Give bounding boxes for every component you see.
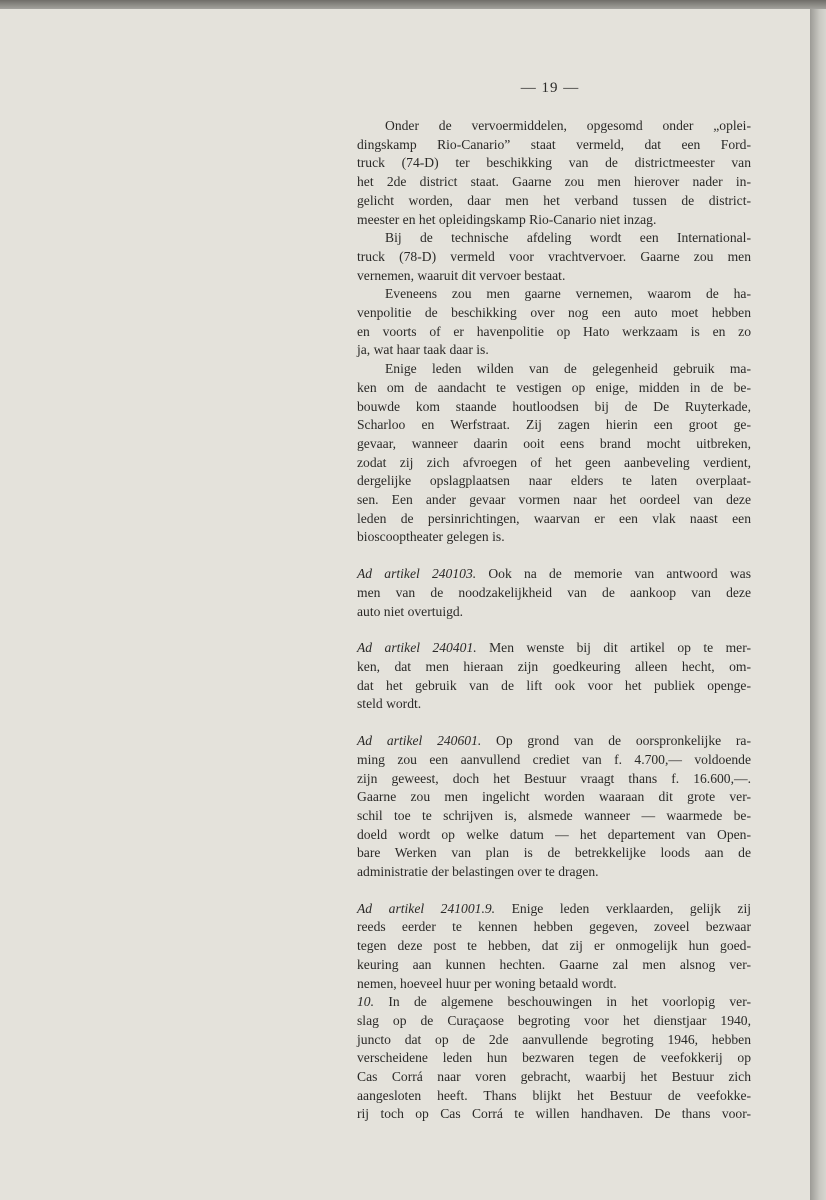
paragraph bbox=[357, 360, 751, 547]
text-line: bare Werken van plan is de betrekkelijke loods aan de bbox=[357, 845, 751, 861]
article-reference: Ad artikel 240103. bbox=[357, 566, 477, 582]
text-line: schil toe te schrijven is, alsmede wanneer — waarmede be- bbox=[357, 807, 751, 823]
paragraph bbox=[357, 117, 751, 229]
text-line: leden de persinrichtingen, waarvan er een vlak naast een bbox=[357, 510, 751, 526]
paragraph-gap bbox=[357, 621, 751, 639]
paragraph bbox=[357, 639, 751, 714]
paragraph-gap bbox=[357, 714, 751, 732]
paragraph bbox=[357, 229, 751, 285]
text-line: meester en het opleidingskamp Rio-Canario niet inzag. bbox=[357, 211, 657, 227]
text-line: dergelijke opslagplaatsen naar elders te laten overplaat- bbox=[357, 473, 751, 489]
paragraph bbox=[357, 565, 751, 621]
text-line: en voorts of er havenpolitie op Hato werkzaam is en zo bbox=[357, 323, 751, 339]
text-line: zodat zij zich afvroegen of het geen aanbeveling verdient, bbox=[357, 454, 751, 470]
paragraph bbox=[357, 732, 751, 882]
text-line: Eveneens zou men gaarne vernemen, waarom de ha- bbox=[385, 286, 751, 302]
text-line: tegen deze post te hebben, dat zij er onmogelijk hun goed- bbox=[357, 938, 751, 954]
text-line: bioscooptheater gelegen is. bbox=[357, 529, 505, 545]
text-line: verscheidene leden hun bezwaren tegen de veefokkerij op bbox=[357, 1050, 751, 1066]
text-line: zijn geweest, doch het Bestuur vraagt thans f. 16.600,—. bbox=[357, 770, 751, 786]
paragraph-gap bbox=[357, 882, 751, 900]
text-line: dingskamp Rio-Canario” staat vermeld, dat een Ford- bbox=[357, 136, 751, 152]
text-line: ja, wat haar taak daar is. bbox=[357, 342, 489, 358]
paragraph bbox=[357, 993, 751, 1124]
article-reference: Ad artikel 240401. bbox=[357, 640, 477, 656]
article-reference: 10. bbox=[357, 994, 374, 1010]
text-line: aangesloten heeft. Thans blijkt het Bestuur de veefokke- bbox=[357, 1087, 751, 1103]
text-line: doeld wordt op welke datum — het departement van Open- bbox=[357, 826, 751, 842]
text-line: administratie der belastingen over te dragen. bbox=[357, 864, 599, 880]
text-line: Ad artikel 240103. Ook na de memorie van antwoord was bbox=[357, 566, 751, 582]
text-line: truck (78-D) vermeld voor vrachtvervoer. Gaarne zou men bbox=[357, 248, 751, 264]
page-number-text: — 19 — bbox=[520, 80, 580, 96]
text-line: Ad artikel 240601. Op grond van de oorspronkelijke ra- bbox=[357, 733, 751, 749]
text-line: slag op de Curaçaose begroting voor het dienstjaar 1940, bbox=[357, 1012, 751, 1028]
text-line: bouwde kom staande houtloodsen bij de De Ruyterkade, bbox=[357, 398, 751, 414]
paragraph-gap bbox=[357, 547, 751, 565]
text-line: gelicht worden, daar men het verband tussen de district- bbox=[357, 192, 751, 208]
text-line: steld wordt. bbox=[357, 696, 422, 712]
text-line: nemen, hoeveel huur per woning betaald wordt. bbox=[357, 975, 617, 991]
text-line: men van de noodzakelijkheid van de aankoop van deze bbox=[357, 584, 751, 600]
text-line: ming zou een aanvullend crediet van f. 4.700,— voldoende bbox=[357, 751, 751, 767]
page-number bbox=[145, 80, 826, 97]
text-line: venpolitie de beschikking over nog een auto moet hebben bbox=[357, 305, 751, 321]
text-line: reeds eerder te kennen hebben gegeven, zoveel bezwaar bbox=[357, 919, 751, 935]
text-line: sen. Een ander gevaar vormen naar het oordeel van deze bbox=[357, 492, 751, 508]
article-reference: Ad artikel 241001.9. bbox=[357, 900, 496, 916]
body-text bbox=[357, 117, 751, 1124]
text-line: auto niet overtuigd. bbox=[357, 603, 464, 619]
text-line: Enige leden wilden van de gelegenheid gebruik ma- bbox=[385, 361, 751, 377]
text-line: vernemen, waaruit dit vervoer bestaat. bbox=[357, 267, 566, 283]
text-line: 10. In de algemene beschouwingen in het voorlopig ver- bbox=[357, 994, 751, 1010]
text-line: juncto dat op de 2de aanvullende begroting 1946, hebben bbox=[357, 1031, 751, 1047]
article-reference: Ad artikel 240601. bbox=[357, 733, 482, 749]
page-edge bbox=[810, 9, 826, 1200]
text-line: het 2de district staat. Gaarne zou men hierover nader in- bbox=[357, 174, 751, 190]
text-line: Onder de vervoermiddelen, opgesomd onder „oplei- bbox=[385, 118, 751, 133]
text-line: rij toch op Cas Corrá te willen handhaven. De thans voor- bbox=[357, 1106, 751, 1122]
text-line: Ad artikel 241001.9. Enige leden verklaarden, gelijk zij bbox=[357, 900, 751, 916]
text-line: dat het gebruik van de lift ook voor het publiek openge- bbox=[357, 677, 751, 693]
text-line: keuring aan kunnen hechten. Gaarne zal men alsnog ver- bbox=[357, 956, 751, 972]
text-line: gevaar, wanneer daarin ooit eens brand mocht uitbreken, bbox=[357, 435, 751, 451]
text-line: ken, dat men hieraan zijn goedkeuring alleen hecht, om- bbox=[357, 658, 751, 674]
text-line: ken om de aandacht te vestigen op enige, midden in de be- bbox=[357, 379, 751, 395]
text-line: truck (74-D) ter beschikking van de districtmeester van bbox=[357, 155, 751, 171]
text-line: Cas Corrá naar voren gebracht, waarbij het Bestuur zich bbox=[357, 1069, 751, 1085]
text-line: Ad artikel 240401. Men wenste bij dit artikel op te mer- bbox=[357, 640, 751, 656]
paragraph bbox=[357, 285, 751, 360]
paragraph bbox=[357, 900, 751, 994]
text-line: Bij de technische afdeling wordt een International- bbox=[385, 230, 751, 246]
text-line: Scharloo en Werfstraat. Zij zagen hierin een groot ge- bbox=[357, 417, 751, 433]
text-line: Gaarne zou men ingelicht worden waaraan dit grote ver- bbox=[357, 789, 751, 805]
